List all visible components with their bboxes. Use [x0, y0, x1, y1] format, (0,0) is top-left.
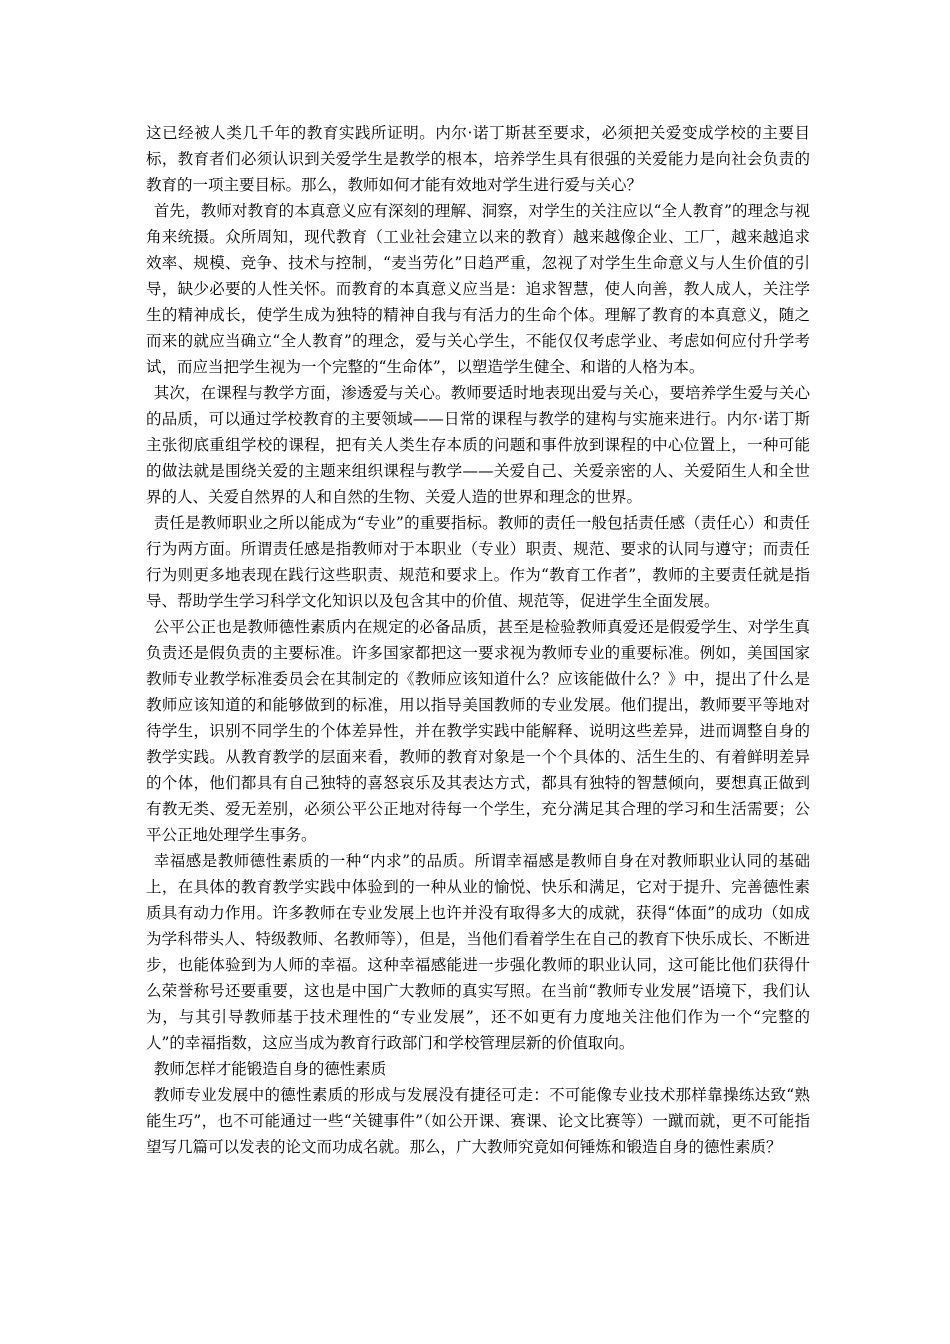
- paragraph-continuation: 这已经被人类几千年的教育实践所证明。内尔·诺丁斯甚至要求，必须把关爱变成学校的主要目标，教育者们必须认识到关爱学生是教学的根本，培养学生具有很强的关爱能力是向社会负责的教育的一项主要目标。那么，教师如何才能有效地对学生进行爱与关心？: [146, 124, 810, 194]
- paragraph-fairness: 公平公正也是教师德性素质内在规定的必备品质，甚至是检验教师真爱还是假爱学生、对学生真负责还是假负责的主要标准。许多国家都把这一要求视为教师专业的重要标准。例如，美国国家教师专业教学标准委员会在其制定的《教师应该知道什么？应该能做什么？》中，提出了什么是教师应该知道的和能够做到的标准，用以指导美国教师的专业发展。他们提出，教师要平等地对待学生，识别不同学生的个体差异性，并在教学实践中能解释、说明这些差异，进而调整自身的教学实践。从教育教学的层面来看，教师的教育对象是一个个具体的、活生生的、有着鲜明差异的个体，他们都具有自己独特的喜怒哀乐及其表达方式，都具有独特的智慧倾向，要想真正做到有教无类、爱无差别，必须公平公正地对待每一个学生，充分满足其合理的学习和生活需要；公平公正地处理学生事务。: [146, 618, 810, 844]
- section-heading: 教师怎样才能锻造自身的德性素质: [153, 1060, 387, 1078]
- document-page: [146, 120, 810, 1160]
- paragraph-responsibility: 责任是教师职业之所以能成为“专业”的重要指标。教师的责任一般包括责任感（责任心）和责任行为两方面。所谓责任感是指教师对于本职业（专业）职责、规范、要求的认同与遵守；而责任行为则更多地表现在践行这些职责、规范和要求上。作为“教育工作者”，教师的主要责任就是指导、帮助学生学习科学文化知识以及包含其中的价值、规范等，促进学生全面发展。: [146, 514, 810, 610]
- paragraph-holistic-education: 首先，教师对教育的本真意义应有深刻的理解、洞察，对学生的关注应以“全人教育”的理念与视角来统摄。众所周知，现代教育（工业社会建立以来的教育）越来越像企业、工厂，越来越追求效率、规模、竞争、技术与控制，“麦当劳化”日趋严重，忽视了对学生生命意义与人生价值的引导，缺少必要的人性关怀。而教育的本真意义应当是：追求智慧，使人向善，教人成人，关注学生的精神成长，使学生成为独特的精神自我与有活力的生命个体。理解了教育的本真意义，随之而来的就应当确立“全人教育”的理念，爱与关心学生，不能仅仅考虑学业、考虑如何应付升学考试，而应当把学生视为一个完整的“生命体”，以塑造学生健全、和谐的人格为本。: [146, 202, 810, 376]
- paragraph-curriculum-care: 其次，在课程与教学方面，渗透爱与关心。教师要适时地表现出爱与关心，要培养学生爱与关心的品质，可以通过学校教育的主要领域——日常的课程与教学的建构与实施来进行。内尔·诺丁斯主张彻底重组学校的课程，把有关人类生存本质的问题和事件放到课程的中心位置上，一种可能的做法就是围绕关爱的主题来组织课程与教学——关爱自己、关爱亲密的人、关爱陌生人和全世界的人、关爱自然界的人和自然的生物、关爱人造的世界和理念的世界。: [146, 384, 810, 506]
- paragraph-virtue-development: 教师专业发展中的德性素质的形成与发展没有捷径可走：不可能像专业技术那样靠操练达致“熟能生巧”，也不可能通过一些“关键事件”（如公开课、赛课、论文比赛等）一蹴而就，更不可能指望写几篇可以发表的论文而功成名就。那么，广大教师究竟如何锤炼和锻造自身的德性素质？: [146, 1086, 810, 1156]
- paragraph-happiness: 幸福感是教师德性素质的一种“内求”的品质。所谓幸福感是教师自身在对教师职业认同的基础上，在具体的教育教学实践中体验到的一种从业的愉悦、快乐和满足，它对于提升、完善德性素质具有动力作用。许多教师在专业发展上也许并没有取得多大的成就，获得“体面”的成功（如成为学科带头人、特级教师、名教师等），但是，当他们看着学生在自己的教育下快乐成长、不断进步，也能体验到为人师的幸福。这种幸福感能进一步强化教师的职业认同，这可能比他们获得什么荣誉称号还要重要，这也是中国广大教师的真实写照。在当前“教师专业发展”语境下，我们认为，与其引导教师基于技术理性的“专业发展”，还不如更有力度地关注他们作为一个“完整的人”的幸福指数，这应当成为教育行政部门和学校管理层新的价值取向。: [146, 852, 810, 1052]
